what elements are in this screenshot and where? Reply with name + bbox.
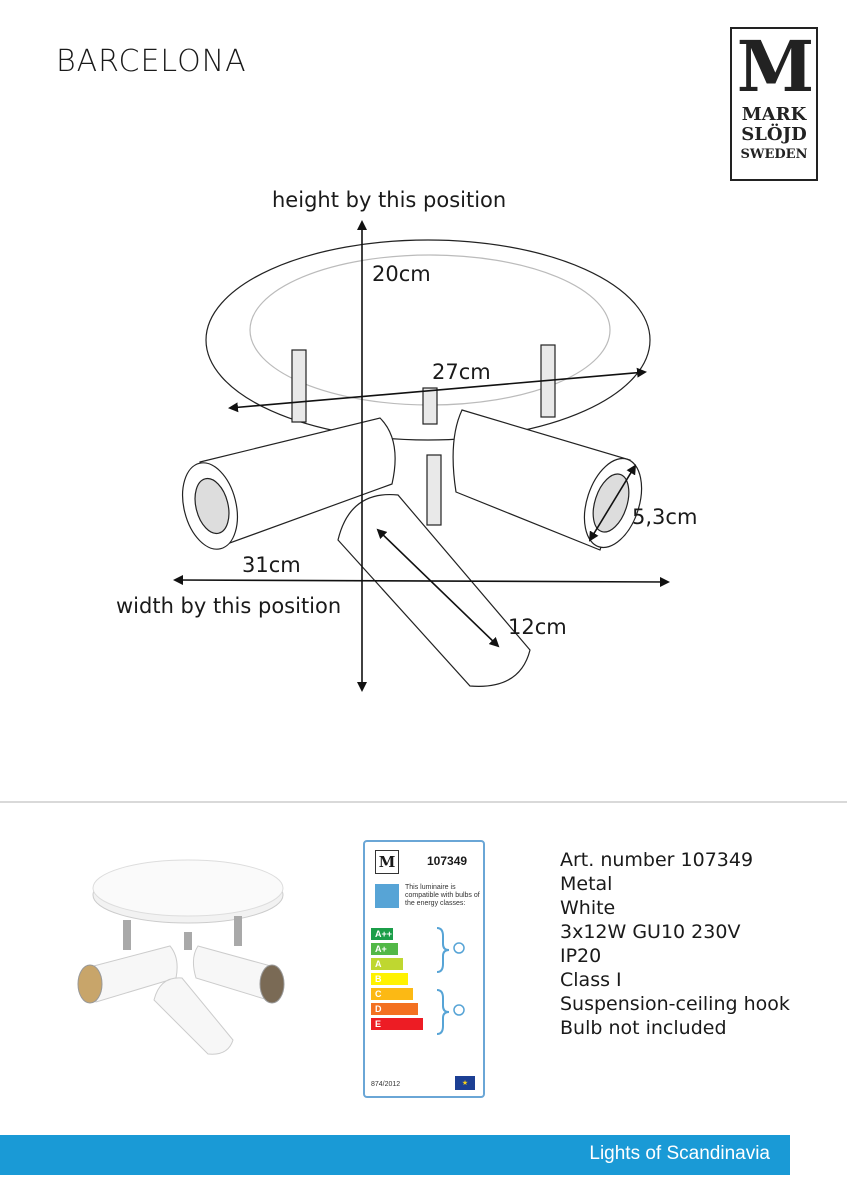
energy-class-bar: A++ xyxy=(371,928,393,940)
height-value: 20cm xyxy=(372,262,431,286)
footer-bar xyxy=(0,1135,790,1175)
energy-class-bar: A xyxy=(371,958,403,970)
width-value: 31cm xyxy=(242,553,301,577)
brand-logo-slojd: SLÖJD xyxy=(741,124,807,145)
spec-mounting: Suspension-ceiling hook xyxy=(560,993,790,1015)
energy-class-bar: C xyxy=(371,988,413,1000)
eu-flag-icon: ★ xyxy=(455,1076,475,1090)
spec-bulb-note: Bulb not included xyxy=(560,1017,727,1039)
spec-list xyxy=(560,848,790,1040)
spec-ip-rating: IP20 xyxy=(560,945,602,967)
label-regulation: 874/2012 xyxy=(371,1081,401,1088)
footer-tagline: Lights of Scandinavia xyxy=(589,1143,770,1164)
product-title: BARCELONA xyxy=(56,44,247,79)
label-logo: M xyxy=(375,850,399,874)
spec-material: Metal xyxy=(560,873,613,895)
brand-logo-m: M xyxy=(736,25,812,108)
spec-bulbs: 3x12W GU10 230V xyxy=(560,921,741,943)
product-photo xyxy=(68,850,298,1060)
spot-diameter-value: 5,3cm xyxy=(632,505,698,529)
lamp-icon xyxy=(375,884,399,908)
spec-class: Class I xyxy=(560,969,622,991)
spot-length-value: 12cm xyxy=(508,615,567,639)
brand-logo-mark: MARK xyxy=(741,104,807,125)
width-arrow xyxy=(175,580,668,582)
diameter-value: 27cm xyxy=(432,360,491,384)
energy-class-bar: D xyxy=(371,1003,418,1015)
label-article-number: 107349 xyxy=(427,854,468,868)
label-compat-note: This luminaire is compatible with bulbs of the energy classes: xyxy=(405,884,480,907)
energy-label xyxy=(363,840,485,1098)
spec-color: White xyxy=(560,897,616,919)
energy-class-bar: A+ xyxy=(371,943,398,955)
energy-class-bar: B xyxy=(371,973,408,985)
bulb-brackets xyxy=(433,924,473,1044)
height-note: height by this position xyxy=(272,188,507,212)
brand-logo-sweden: SWEDEN xyxy=(740,147,808,162)
width-note: width by this position xyxy=(116,594,342,618)
spec-article-number: Art. number 107349 xyxy=(560,849,754,871)
section-divider xyxy=(0,801,847,803)
energy-class-bar: E xyxy=(371,1018,423,1030)
